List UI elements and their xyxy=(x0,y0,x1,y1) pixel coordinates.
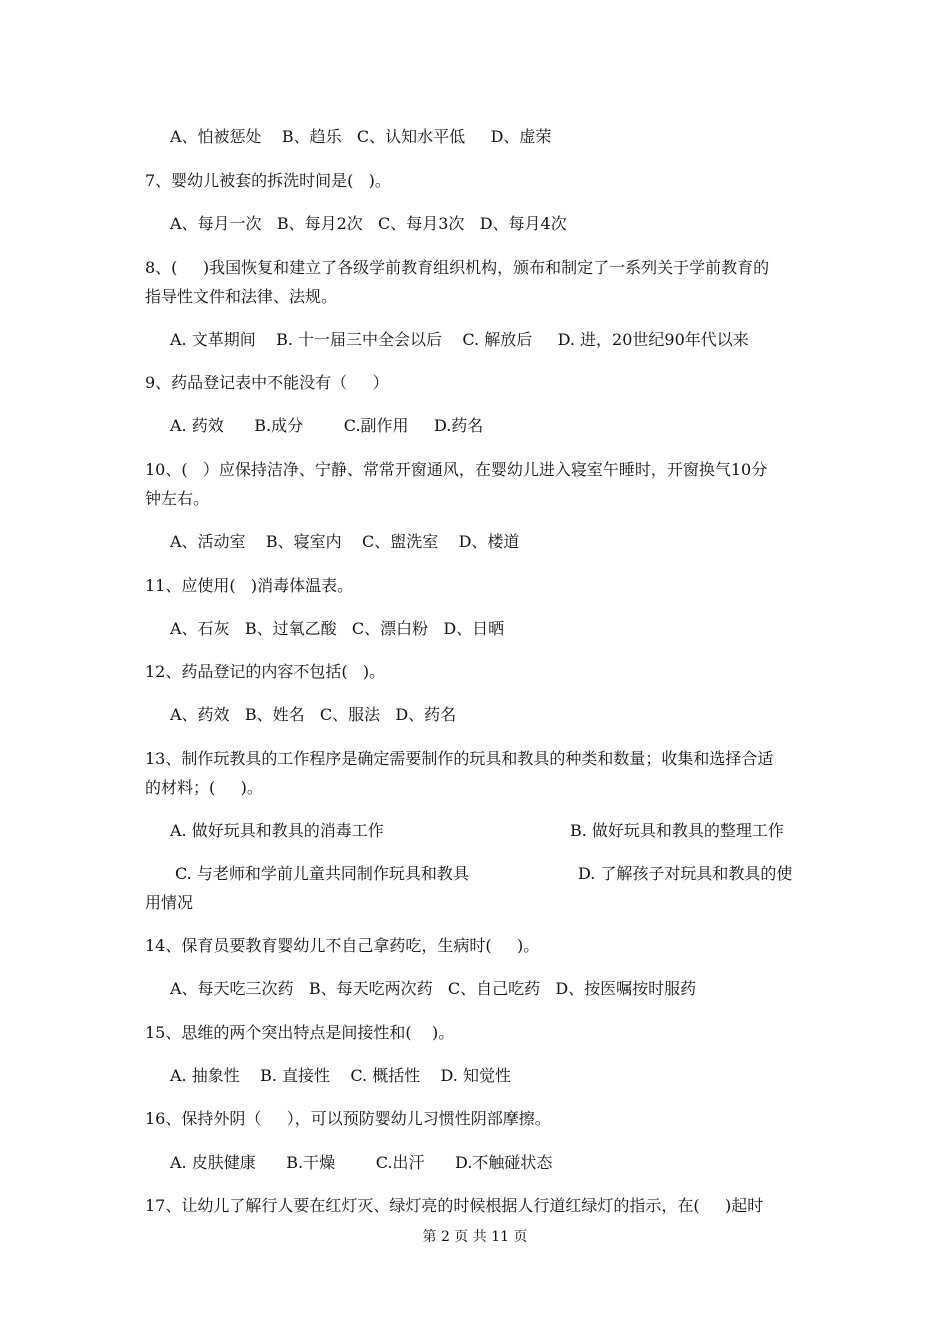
q9-options: A. 药效 B.成分 C.副作用 D.药名 xyxy=(170,416,484,435)
q15-options: A. 抽象性 B. 直接性 C. 概括性 D. 知觉性 xyxy=(170,1066,511,1085)
q8-question-line1: 8、( )我国恢复和建立了各级学前教育组织机构，颁布和制定了一系列关于学前教育的 xyxy=(145,258,770,277)
q10-options: A、活动室 B、寝室内 C、盥洗室 D、楼道 xyxy=(170,532,520,551)
q12-options: A、药效 B、姓名 C、服法 D、药名 xyxy=(170,705,457,724)
q11-question: 11、应使用( )消毒体温表。 xyxy=(145,576,354,595)
q13-option-d: D. 了解孩子对玩具和教具的使 xyxy=(578,864,793,883)
q11-options: A、石灰 B、过氧乙酸 C、漂白粉 D、日晒 xyxy=(170,619,505,638)
q8-question-line2: 指导性文件和法律、法规。 xyxy=(145,287,338,306)
page-footer: 第 2 页 共 11 页 xyxy=(422,1229,528,1245)
q6-options: A、怕被惩处 B、趋乐 C、认知水平低 D、虚荣 xyxy=(170,127,552,146)
q16-options: A. 皮肤健康 B.干燥 C.出汗 D.不触碰状态 xyxy=(170,1153,553,1172)
q13-option-a: A. 做好玩具和教具的消毒工作 xyxy=(170,821,384,840)
q7-question: 7、婴幼儿被套的拆洗时间是( )。 xyxy=(145,171,391,190)
q15-question: 15、思维的两个突出特点是间接性和( )。 xyxy=(145,1023,455,1042)
q12-question: 12、药品登记的内容不包括( )。 xyxy=(145,662,386,681)
q10-question-line2: 钟左右。 xyxy=(145,489,210,508)
q13-option-d-cont: 用情况 xyxy=(145,893,194,912)
q8-options: A. 文革期间 B. 十一届三中全会以后 C. 解放后 D. 进，20世纪90年代以来 xyxy=(170,330,749,349)
q13-option-c: C. 与老师和学前儿童共同制作玩具和教具 xyxy=(175,864,469,883)
q13-option-b: B. 做好玩具和教具的整理工作 xyxy=(570,821,784,840)
q14-options: A、每天吃三次药 B、每天吃两次药 C、自己吃药 D、按医嘱按时服药 xyxy=(170,979,697,998)
q10-question-line1: 10、( ）应保持洁净、宁静、常常开窗通风，在婴幼儿进入寝室午睡时，开窗换气10分 xyxy=(145,460,768,479)
q13-question-line1: 13、制作玩教具的工作程序是确定需要制作的玩具和教具的种类和数量；收集和选择合适 xyxy=(145,749,774,768)
q17-question: 17、让幼儿了解行人要在红灯灭、绿灯亮的时候根据人行道红绿灯的指示，在( )起时 xyxy=(145,1196,764,1215)
q7-options: A、每月一次 B、每月2次 C、每月3次 D、每月4次 xyxy=(170,214,567,233)
q14-question: 14、保育员要教育婴幼儿不自己拿药吃，生病时( )。 xyxy=(145,936,540,955)
q9-question: 9、药品登记表中不能没有（ ） xyxy=(145,373,389,392)
q16-question: 16、保持外阴（ ），可以预防婴幼儿习惯性阴部摩擦。 xyxy=(145,1109,551,1128)
q13-question-line2: 的材料；( )。 xyxy=(145,778,263,797)
